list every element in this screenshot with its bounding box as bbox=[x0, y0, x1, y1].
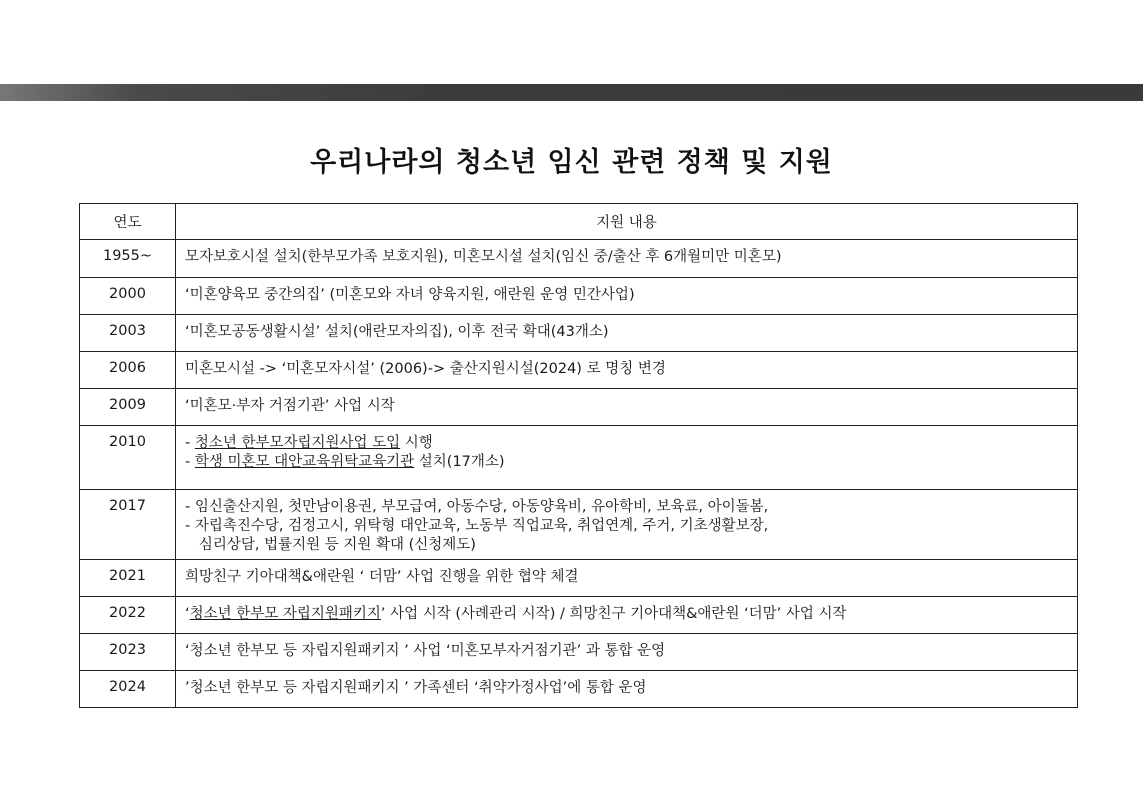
content-text: 시행 bbox=[400, 435, 433, 451]
page-title: 우리나라의 청소년 임신 관련 정책 및 지원 bbox=[310, 147, 833, 178]
row-year: 2010 bbox=[80, 426, 176, 490]
content-line bbox=[185, 642, 1069, 661]
underlined-text: 청소년 한부모 자립지원패키지 bbox=[189, 606, 381, 622]
row-content bbox=[176, 597, 1078, 634]
row-content bbox=[176, 671, 1078, 708]
table-body bbox=[80, 240, 1078, 708]
table-header-row bbox=[80, 204, 1078, 240]
header-band bbox=[0, 84, 1143, 101]
table-row bbox=[80, 240, 1078, 278]
content-text: ‘미혼모공동생활시설’ 설치(애란모자의집), 이후 전국 확대(43개소) bbox=[185, 324, 609, 340]
table-row bbox=[80, 634, 1078, 671]
content-text: - bbox=[185, 435, 195, 451]
table-row bbox=[80, 426, 1078, 490]
content-line bbox=[185, 517, 1069, 536]
row-content bbox=[176, 278, 1078, 315]
row-content bbox=[176, 634, 1078, 671]
content-text: 설치(17개소) bbox=[414, 454, 505, 470]
row-year: 2021 bbox=[80, 560, 176, 597]
content-line bbox=[185, 679, 1069, 698]
table-row bbox=[80, 490, 1078, 560]
row-content bbox=[176, 426, 1078, 490]
header-year: 연도 bbox=[80, 204, 176, 240]
content-text: ‘미혼양육모 중간의집’ (미혼모와 자녀 양육지원, 애란원 운영 민간사업) bbox=[185, 287, 635, 303]
row-content bbox=[176, 490, 1078, 560]
underlined-text: 학생 미혼모 대안교육위탁교육기관 bbox=[194, 454, 415, 470]
content-text: 미혼모시설 -> ‘미혼모자시설’ (2006)-> 출산지원시설(2024) 로 명칭 변경 bbox=[185, 361, 666, 377]
content-text: - 임신출산지원, 첫만남이용권, 부모급여, 아동수당, 아동양육비, 유아학비, 보육료, 아이돌봄, bbox=[185, 499, 769, 515]
row-content bbox=[176, 315, 1078, 352]
row-year: 2009 bbox=[80, 389, 176, 426]
content-line bbox=[185, 434, 1069, 453]
content-line bbox=[185, 323, 1069, 342]
content-line bbox=[185, 453, 1069, 472]
row-year: 2000 bbox=[80, 278, 176, 315]
content-line bbox=[185, 568, 1069, 587]
content-text: - 자립촉진수당, 검정고시, 위탁형 대안교육, 노동부 직업교육, 취업연계, 주거, 기초생활보장, bbox=[185, 518, 769, 534]
content-line bbox=[185, 536, 1069, 555]
table-row bbox=[80, 560, 1078, 597]
content-line bbox=[185, 286, 1069, 305]
policy-table bbox=[79, 203, 1078, 708]
row-year: 2017 bbox=[80, 490, 176, 560]
row-content bbox=[176, 240, 1078, 278]
content-text: ‘ bbox=[185, 606, 190, 622]
row-year: 2003 bbox=[80, 315, 176, 352]
row-year: 1955~ bbox=[80, 240, 176, 278]
table-row bbox=[80, 671, 1078, 708]
row-content bbox=[176, 389, 1078, 426]
content-text: 희망친구 기아대책&애란원 ‘ 더맘’ 사업 진행을 위한 협약 체결 bbox=[185, 569, 579, 585]
content-line bbox=[185, 605, 1069, 624]
content-text: 모자보호시설 설치(한부모가족 보호지원), 미혼모시설 설치(임신 중/출산 후 6개월미만 미혼모) bbox=[185, 249, 782, 265]
table-row bbox=[80, 597, 1078, 634]
header-content: 지원 내용 bbox=[176, 204, 1078, 240]
table-row bbox=[80, 389, 1078, 426]
table-row bbox=[80, 315, 1078, 352]
content-text: ’ 사업 시작 (사례관리 시작) / 희망친구 기아대책&애란원 ‘더맘’ 사업 시작 bbox=[380, 606, 847, 622]
row-year: 2023 bbox=[80, 634, 176, 671]
content-line bbox=[185, 397, 1069, 416]
underlined-text: 청소년 한부모자립지원사업 도입 bbox=[194, 435, 401, 451]
content-text: - bbox=[185, 454, 195, 470]
table-row bbox=[80, 278, 1078, 315]
content-line bbox=[185, 498, 1069, 517]
content-text: 심리상담, 법률지원 등 지원 확대 (신청제도) bbox=[185, 537, 476, 553]
row-year: 2022 bbox=[80, 597, 176, 634]
content-text: ‘청소년 한부모 등 자립지원패키지 ’ 사업 ‘미혼모부자거점기관’ 과 통합 운영 bbox=[185, 643, 666, 659]
table-row bbox=[80, 352, 1078, 389]
row-content bbox=[176, 352, 1078, 389]
content-line bbox=[185, 248, 1069, 267]
content-text: ‘미혼모·부자 거점기관’ 사업 시작 bbox=[185, 398, 395, 414]
row-year: 2024 bbox=[80, 671, 176, 708]
content-line bbox=[185, 360, 1069, 379]
row-year: 2006 bbox=[80, 352, 176, 389]
row-content bbox=[176, 560, 1078, 597]
content-text: ’청소년 한부모 등 자립지원패키지 ’ 가족센터 ‘취약가정사업’에 통합 운영 bbox=[185, 680, 647, 696]
